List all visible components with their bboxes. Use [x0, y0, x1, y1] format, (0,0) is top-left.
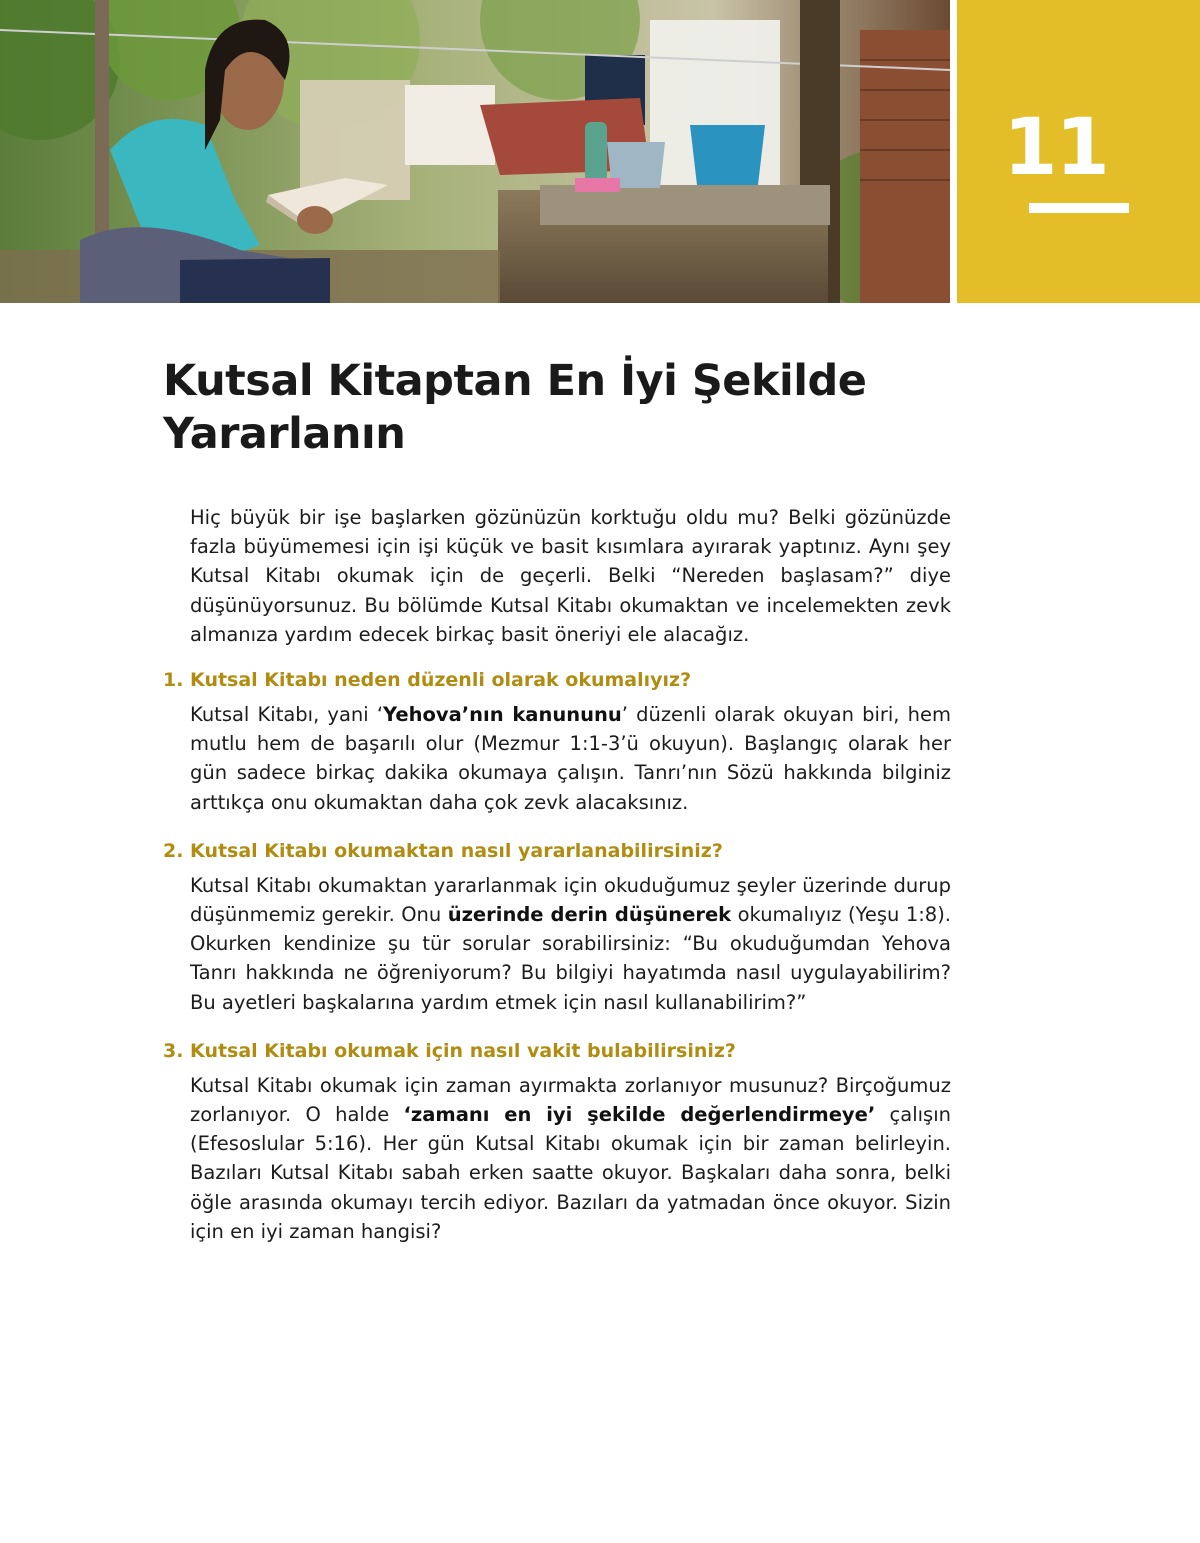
emphasis-text: üzerinde derin düşünerek: [447, 903, 732, 927]
article-body: [163, 503, 951, 1266]
emphasis-text: ‘zamanı en iyi şekilde değerlendirmeye’: [403, 1103, 876, 1127]
title-line-2: Yararlanın: [163, 409, 406, 459]
photo-woman-reading-bible: [0, 0, 950, 303]
header-photo: [0, 0, 950, 303]
answer-text: okumalıyız (Yeşu 1:8). Okurken kendinize şu tür sorular sorabilirsiniz: “Bu okuduğumdan Yehova Tanrı hakkında ne öğreniyorum? Bu bilgiyi hayatımda nasıl uygulayabilirim? Bu ayetleri başkalarına yardım etmek için nasıl kullanabilirim?”: [190, 903, 952, 1014]
chapter-rule: [1029, 203, 1129, 213]
emphasis-text: Yehova’nın kanununu: [383, 703, 622, 727]
question-2: 2. Kutsal Kitabı okumaktan nasıl yararlanabilirsiniz?: [163, 839, 723, 862]
answer-text: Kutsal Kitabı okumak için zaman ayırmakta zorlanıyor musunuz? Birçoğumuz zorlanıyor. O halde: [190, 1073, 951, 1127]
answer-text: Kutsal Kitabı, yani ‘: [190, 703, 384, 727]
chapter-number: 11: [1003, 103, 1108, 193]
question-1: 1. Kutsal Kitabı neden düzenli olarak okumalıyız?: [163, 669, 692, 692]
answer-1: [190, 700, 951, 817]
answer-2: [190, 871, 951, 1017]
answer-3: [190, 1071, 951, 1246]
answer-text: çalışın (Efesoslular 5:16). Her gün Kutsal Kitabı okumak için bir zaman belirleyin. Bazıları Kutsal Kitabı sabah erken saatte okuyor. Başkaları daha sonra, belki öğle arasında okumayı tercih ediyor. Bazıları da yatmadan önce okuyor. Sizin için en iyi zaman hangisi?: [190, 1103, 951, 1243]
answer-text: ’ düzenli olarak okuyan biri, hem mutlu hem de başarılı olur (Mezmur 1:1-3’ü okuyun). Başlangıç olarak her gün sadece birkaç dakika okumaya çalışın. Tanrı’nın Sözü hakkında bilginiz arttıkça onu okumaktan daha çok zevk alacaksınız.: [190, 703, 951, 814]
answer-text: Kutsal Kitabı okumaktan yararlanmak için okuduğumuz şeyler üzerinde durup düşünmemiz gerekir. Onu: [190, 873, 951, 927]
question-3: 3. Kutsal Kitabı okumak için nasıl vakit bulabilirsiniz?: [163, 1039, 736, 1062]
intro-paragraph: Hiç büyük bir işe başlarken gözünüzün korktuğu oldu mu? Belki gözünüzde fazla büyümemesi için işi küçük ve basit kısımlara ayırarak yaptınız. Aynı şey Kutsal Kitabı okumak için de geçerli. Belki “Nereden başlasam?” diye düşünüyorsunuz. Bu bölümde Kutsal Kitabı okumaktan ve incelemekten zevk almanıza yardım edecek birkaç basit öneriyi ele alacağız.: [190, 506, 951, 646]
title-line-1: Kutsal Kitaptan En İyi Şekilde: [163, 356, 867, 406]
page-title: [163, 355, 963, 461]
chapter-number-box: [957, 0, 1200, 303]
